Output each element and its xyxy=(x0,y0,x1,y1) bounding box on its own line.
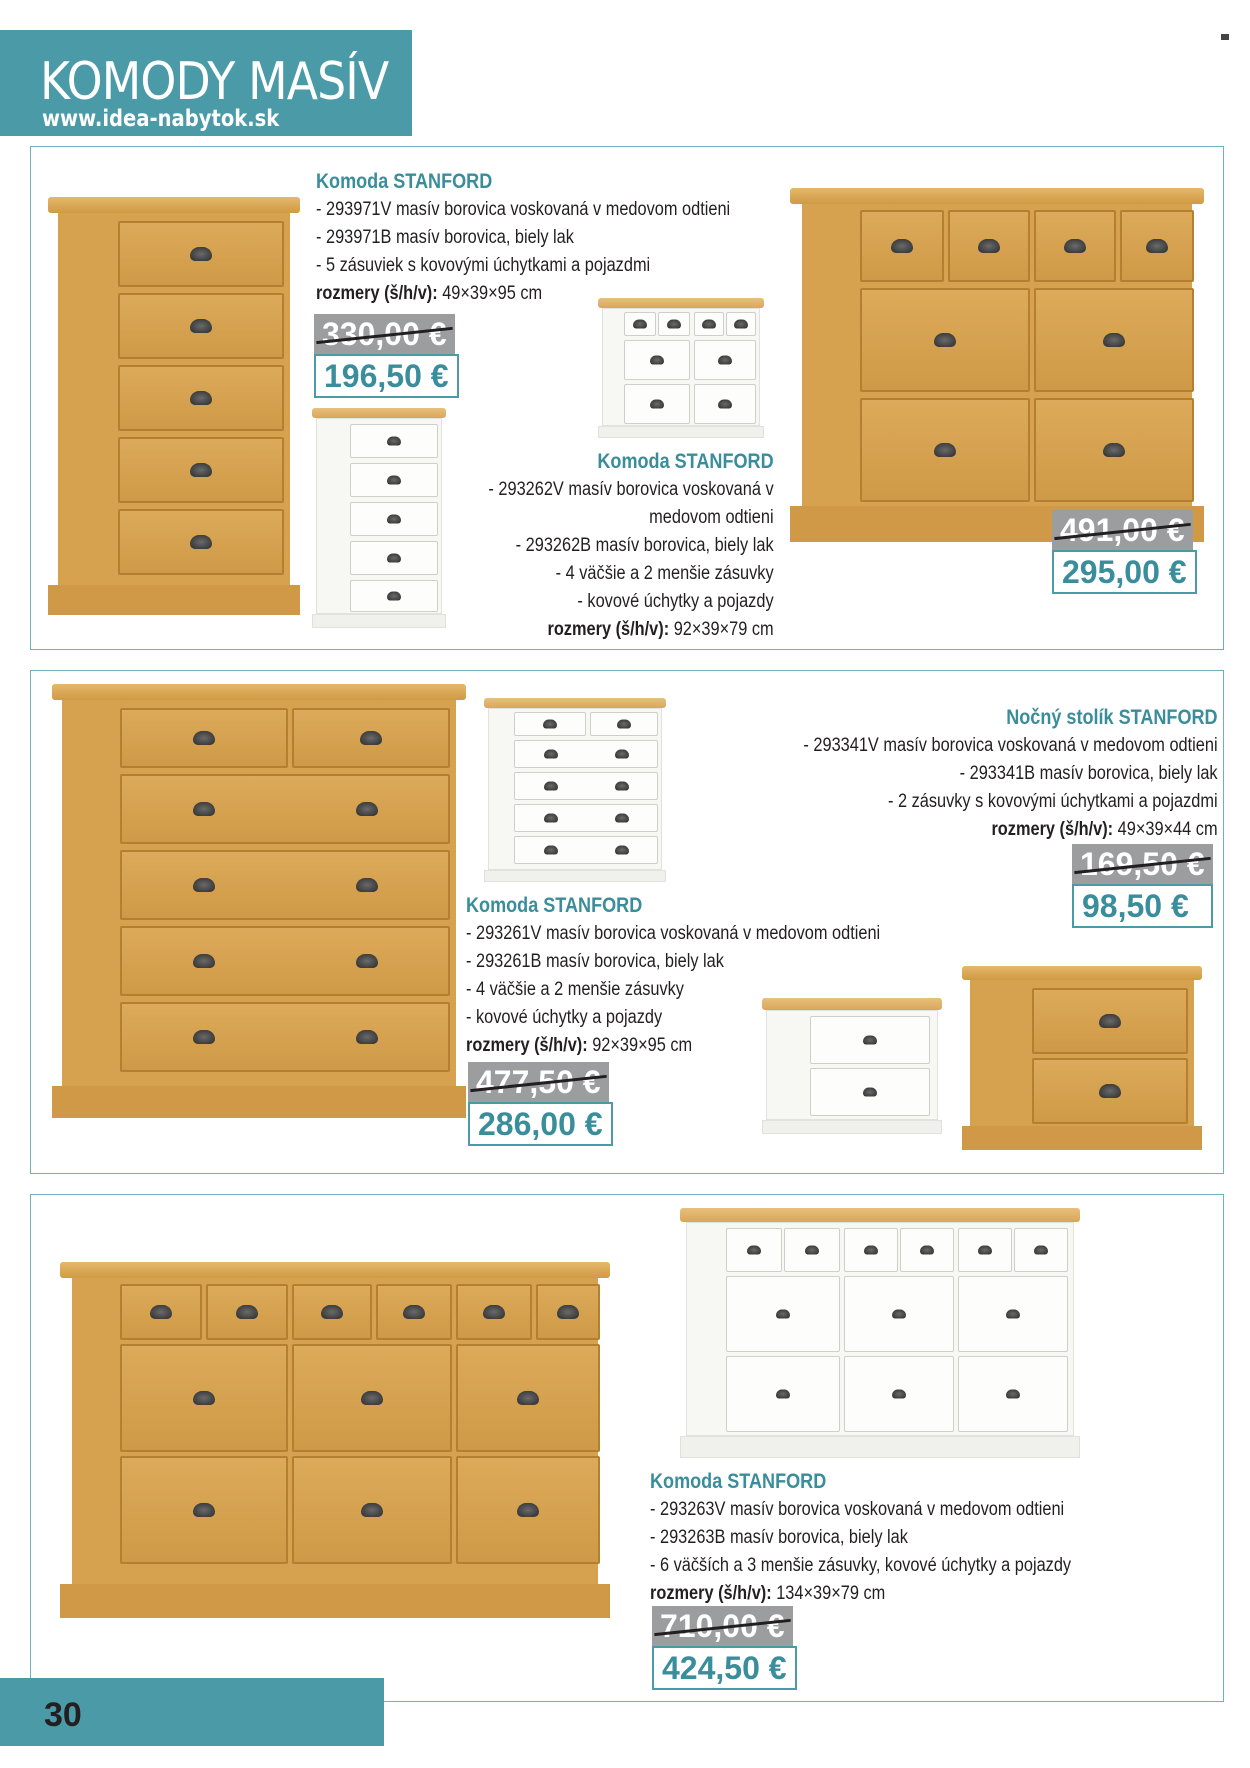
drawer xyxy=(292,708,450,768)
product-name: Komoda STANFORD xyxy=(597,450,774,473)
drawer-handle-icon xyxy=(747,1246,761,1255)
drawer xyxy=(1032,1058,1188,1124)
drawer-handle-icon xyxy=(483,1305,505,1319)
drawer-handle-icon xyxy=(544,782,558,791)
drawer xyxy=(514,804,658,832)
drawer xyxy=(118,365,284,431)
drawer-handle-icon xyxy=(1103,333,1125,347)
product-spec: - 4 väčšie a 2 menšie zásuvky xyxy=(556,563,774,584)
drawer-handle-icon xyxy=(387,592,401,601)
drawer xyxy=(120,1284,202,1340)
drawer-handle-icon xyxy=(356,802,378,816)
drawer xyxy=(206,1284,288,1340)
drawer xyxy=(726,312,756,336)
new-price: 424,50 € xyxy=(652,1646,797,1690)
drawer-handle-icon xyxy=(1103,443,1125,457)
drawer xyxy=(844,1356,954,1432)
product-name: Komoda STANFORD xyxy=(466,894,643,917)
drawer xyxy=(624,312,656,336)
new-price: 196,50 € xyxy=(314,354,459,398)
drawer-handle-icon xyxy=(544,846,558,855)
drawer-handle-icon xyxy=(356,954,378,968)
drawer xyxy=(784,1228,840,1272)
drawer xyxy=(624,340,690,380)
drawer-handle-icon xyxy=(863,1088,877,1097)
drawer-handle-icon xyxy=(650,400,664,409)
drawer-handle-icon xyxy=(667,320,681,329)
drawer-handle-icon xyxy=(150,1305,172,1319)
drawer xyxy=(118,509,284,575)
product-spec: - 293341B masív borovica, biely lak xyxy=(960,763,1218,784)
product-dimensions: rozmery (š/h/v): 134×39×79 cm xyxy=(650,1583,886,1604)
drawer-handle-icon xyxy=(193,731,215,745)
drawer-handle-icon xyxy=(734,320,748,329)
drawer xyxy=(1034,210,1116,282)
price-block-293262 xyxy=(1052,510,1197,594)
drawer-handle-icon xyxy=(615,846,629,855)
price-block-293341 xyxy=(1072,844,1213,928)
drawer xyxy=(350,424,438,458)
new-price: 98,50 € xyxy=(1072,884,1213,928)
drawer xyxy=(456,1284,532,1340)
product-image-wide-dresser-pine xyxy=(790,188,1204,542)
drawer-handle-icon xyxy=(360,731,382,745)
drawer xyxy=(624,384,690,424)
drawer xyxy=(860,398,1030,502)
product-spec: - 293971B masív borovica, biely lak xyxy=(316,227,574,248)
product-spec: - 293341V masív borovica voskovaná v medovom odtieni xyxy=(803,735,1218,756)
drawer xyxy=(1120,210,1194,282)
drawer-handle-icon xyxy=(1064,239,1086,253)
price-block-293971 xyxy=(314,314,459,398)
drawer-handle-icon xyxy=(356,1030,378,1044)
drawer xyxy=(810,1068,930,1116)
drawer-handle-icon xyxy=(633,320,647,329)
drawer-handle-icon xyxy=(891,239,913,253)
old-price: 491,00 € xyxy=(1052,510,1193,550)
drawer-handle-icon xyxy=(615,750,629,759)
drawer-handle-icon xyxy=(776,1310,790,1319)
brand-logo-icon xyxy=(1221,34,1229,40)
drawer xyxy=(350,463,438,497)
product-image-large-dresser-pine xyxy=(60,1262,610,1618)
drawer xyxy=(120,1344,288,1452)
product-spec: - 293971V masív borovica voskovaná v medovom odtieni xyxy=(316,199,731,220)
product-spec: - kovové úchytky a pojazdy xyxy=(466,1007,663,1028)
drawer xyxy=(860,210,944,282)
drawer xyxy=(958,1228,1012,1272)
drawer-handle-icon xyxy=(193,1503,215,1517)
drawer-handle-icon xyxy=(193,878,215,892)
drawer-handle-icon xyxy=(193,1030,215,1044)
drawer xyxy=(860,288,1030,392)
drawer xyxy=(514,772,658,800)
website-url[interactable]: www.idea-nabytok.sk xyxy=(42,106,280,132)
product-spec: - 293263B masív borovica, biely lak xyxy=(650,1527,908,1548)
drawer xyxy=(958,1356,1068,1432)
drawer xyxy=(120,1456,288,1564)
drawer-handle-icon xyxy=(718,400,732,409)
drawer xyxy=(694,340,756,380)
drawer-handle-icon xyxy=(361,1391,383,1405)
product-spec: medovom odtieni xyxy=(649,507,774,528)
product-image-tall-wide-dresser-pine xyxy=(52,684,466,1118)
drawer-handle-icon xyxy=(190,391,212,405)
old-price: 330,00 € xyxy=(314,314,455,354)
drawer-handle-icon xyxy=(190,535,212,549)
drawer xyxy=(726,1276,840,1352)
drawer xyxy=(120,774,450,844)
drawer-handle-icon xyxy=(193,1391,215,1405)
old-price: 710,00 € xyxy=(652,1606,793,1646)
drawer-handle-icon xyxy=(1006,1390,1020,1399)
drawer-handle-icon xyxy=(617,720,631,729)
drawer xyxy=(292,1456,452,1564)
drawer-handle-icon xyxy=(190,319,212,333)
drawer-handle-icon xyxy=(805,1246,819,1255)
drawer-handle-icon xyxy=(356,878,378,892)
product-image-wide-dresser-white xyxy=(598,298,764,438)
drawer xyxy=(514,836,658,864)
drawer-handle-icon xyxy=(321,1305,343,1319)
drawer xyxy=(1034,288,1194,392)
header-banner xyxy=(0,30,412,136)
product-spec: - 5 zásuviek s kovovými úchytkami a pojazdmi xyxy=(316,255,651,276)
drawer xyxy=(726,1228,782,1272)
product-dimensions: rozmery (š/h/v): 92×39×79 cm xyxy=(547,619,774,640)
product-name: Nočný stolík STANFORD xyxy=(1006,706,1218,729)
product-spec: - 6 väčších a 3 menšie zásuvky, kovové úchytky a pojazdy xyxy=(650,1555,1072,1576)
product-spec: - 293262B masív borovica, biely lak xyxy=(516,535,774,556)
drawer-handle-icon xyxy=(920,1246,934,1255)
old-price: 477,50 € xyxy=(468,1062,609,1102)
drawer xyxy=(536,1284,600,1340)
product-spec: - 293261B masív borovica, biely lak xyxy=(466,951,724,972)
drawer xyxy=(456,1456,600,1564)
drawer xyxy=(350,541,438,575)
drawer-handle-icon xyxy=(934,333,956,347)
drawer-handle-icon xyxy=(615,814,629,823)
drawer-handle-icon xyxy=(1099,1014,1121,1028)
drawer xyxy=(350,502,438,536)
product-dimensions: rozmery (š/h/v): 49×39×44 cm xyxy=(991,819,1218,840)
drawer-handle-icon xyxy=(702,320,716,329)
drawer xyxy=(958,1276,1068,1352)
page-title: KOMODY MASÍV xyxy=(40,52,389,112)
drawer-handle-icon xyxy=(892,1390,906,1399)
product-spec: - 4 väčšie a 2 menšie zásuvky xyxy=(466,979,684,1000)
drawer-handle-icon xyxy=(190,463,212,477)
drawer-handle-icon xyxy=(1146,239,1168,253)
product-name: Komoda STANFORD xyxy=(316,170,493,193)
drawer-handle-icon xyxy=(718,356,732,365)
drawer xyxy=(844,1228,898,1272)
product-info-293971 xyxy=(316,168,798,308)
product-info-293261 xyxy=(466,892,948,1060)
drawer xyxy=(292,1284,372,1340)
drawer xyxy=(948,210,1030,282)
drawer xyxy=(514,740,658,768)
drawer-handle-icon xyxy=(403,1305,425,1319)
drawer-handle-icon xyxy=(236,1305,258,1319)
product-info-293341 xyxy=(736,704,1218,844)
product-spec: - 293263V masív borovica voskovaná v medovom odtieni xyxy=(650,1499,1065,1520)
drawer xyxy=(118,293,284,359)
drawer-handle-icon xyxy=(193,802,215,816)
drawer xyxy=(120,1002,450,1072)
price-block-293263 xyxy=(652,1606,797,1690)
drawer-handle-icon xyxy=(615,782,629,791)
drawer xyxy=(120,708,288,768)
product-info-293262 xyxy=(442,448,774,644)
drawer-handle-icon xyxy=(650,356,664,365)
drawer-handle-icon xyxy=(1006,1310,1020,1319)
drawer xyxy=(376,1284,452,1340)
drawer xyxy=(590,712,658,736)
drawer xyxy=(456,1344,600,1452)
drawer-handle-icon xyxy=(544,814,558,823)
drawer-handle-icon xyxy=(387,437,401,446)
old-price: 169,50 € xyxy=(1072,844,1213,884)
drawer-handle-icon xyxy=(1034,1246,1048,1255)
drawer-handle-icon xyxy=(1099,1084,1121,1098)
product-image-nightstand-pine xyxy=(962,966,1202,1150)
product-image-tall-wide-dresser-white xyxy=(484,698,666,882)
product-image-large-dresser-white xyxy=(680,1208,1080,1458)
product-dimensions: rozmery (š/h/v): 49×39×95 cm xyxy=(316,283,543,304)
drawer xyxy=(1034,398,1194,502)
drawer-handle-icon xyxy=(978,239,1000,253)
drawer xyxy=(292,1344,452,1452)
drawer-handle-icon xyxy=(543,720,557,729)
drawer-handle-icon xyxy=(776,1390,790,1399)
drawer xyxy=(1032,988,1188,1054)
drawer xyxy=(120,926,450,996)
drawer-handle-icon xyxy=(864,1246,878,1255)
drawer xyxy=(1014,1228,1068,1272)
drawer xyxy=(694,384,756,424)
new-price: 295,00 € xyxy=(1052,550,1197,594)
drawer-handle-icon xyxy=(978,1246,992,1255)
drawer-handle-icon xyxy=(387,515,401,524)
drawer-handle-icon xyxy=(361,1503,383,1517)
drawer-handle-icon xyxy=(387,476,401,485)
product-name: Komoda STANFORD xyxy=(650,1470,827,1493)
drawer xyxy=(118,221,284,287)
drawer-handle-icon xyxy=(892,1310,906,1319)
drawer xyxy=(844,1276,954,1352)
product-image-tall-dresser-pine xyxy=(48,197,300,615)
drawer-handle-icon xyxy=(544,750,558,759)
drawer-handle-icon xyxy=(557,1305,579,1319)
product-spec: - 293261V masív borovica voskovaná v medovom odtieni xyxy=(466,923,881,944)
new-price: 286,00 € xyxy=(468,1102,613,1146)
drawer xyxy=(900,1228,954,1272)
drawer-handle-icon xyxy=(193,954,215,968)
drawer xyxy=(350,580,438,612)
page-number: 30 xyxy=(44,1696,82,1734)
product-dimensions: rozmery (š/h/v): 92×39×95 cm xyxy=(466,1035,693,1056)
product-spec: - kovové úchytky a pojazdy xyxy=(577,591,774,612)
drawer xyxy=(726,1356,840,1432)
drawer xyxy=(120,850,450,920)
drawer-handle-icon xyxy=(517,1391,539,1405)
drawer xyxy=(118,437,284,503)
product-info-293263 xyxy=(650,1468,1140,1608)
drawer xyxy=(694,312,724,336)
price-block-293261 xyxy=(468,1062,613,1146)
drawer-handle-icon xyxy=(190,247,212,261)
drawer-handle-icon xyxy=(387,554,401,563)
drawer-handle-icon xyxy=(934,443,956,457)
product-spec: - 293262V masív borovica voskovaná v xyxy=(488,479,774,500)
drawer xyxy=(658,312,690,336)
drawer xyxy=(514,712,586,736)
drawer-handle-icon xyxy=(517,1503,539,1517)
product-spec: - 2 zásuvky s kovovými úchytkami a pojazdmi xyxy=(888,791,1218,812)
product-image-tall-dresser-white xyxy=(312,408,446,628)
